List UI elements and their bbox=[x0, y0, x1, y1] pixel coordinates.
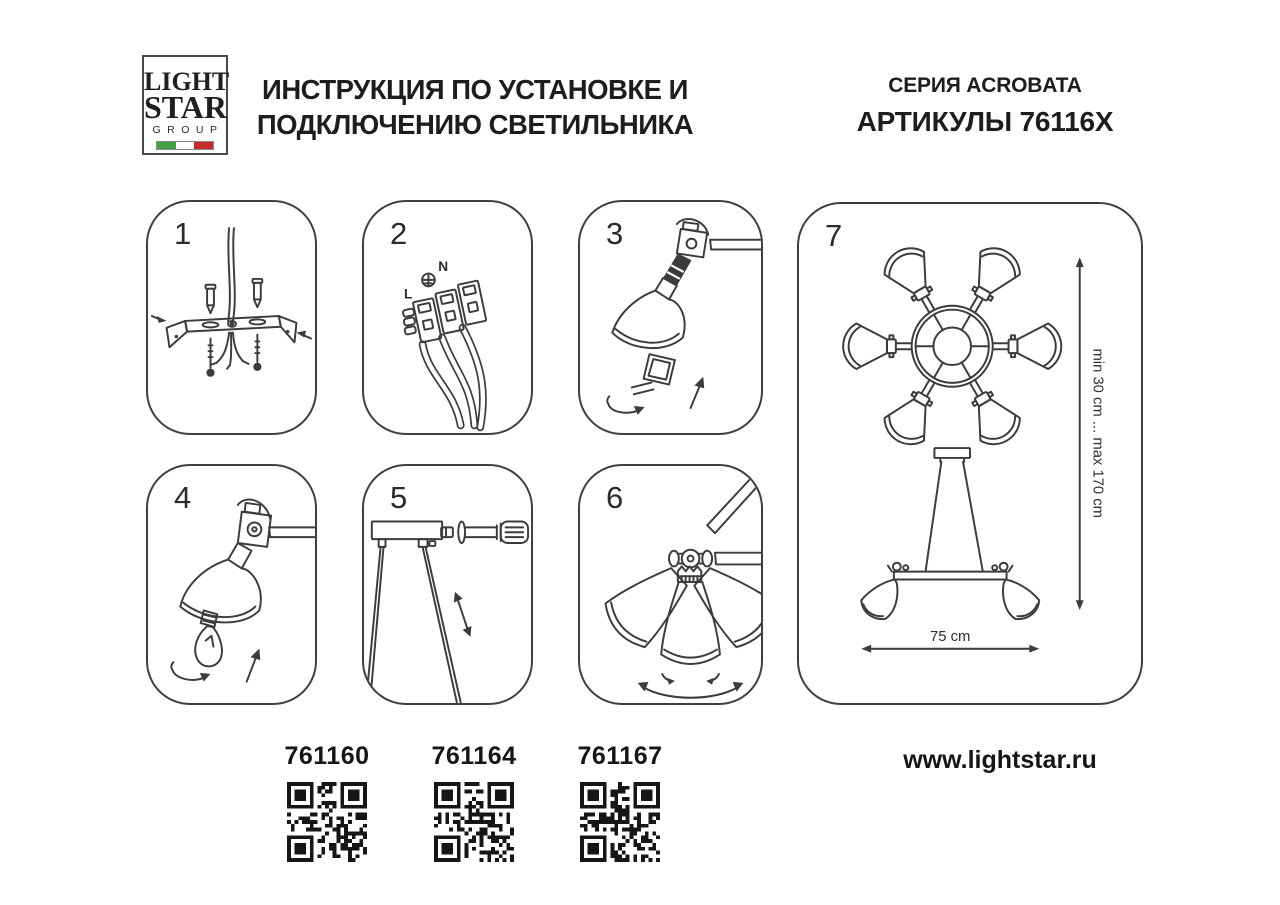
article-block-3 bbox=[555, 742, 685, 862]
step-number-2: 2 bbox=[390, 216, 408, 251]
step5-diagram-cable-adjust bbox=[364, 466, 531, 703]
article-block-1 bbox=[262, 742, 392, 862]
logo-word-group: GROUP bbox=[152, 124, 224, 136]
qr-code-icon bbox=[580, 782, 660, 862]
step-panel-6 bbox=[578, 464, 763, 705]
lightstar-logo bbox=[142, 55, 228, 155]
step-panel-2 bbox=[362, 200, 533, 435]
step4-diagram-bulb-install bbox=[148, 466, 315, 703]
step1-diagram-mounting-bracket bbox=[148, 202, 315, 433]
page-title bbox=[240, 72, 710, 142]
step3-diagram-shade-diffuser bbox=[580, 202, 761, 433]
step-number-5: 5 bbox=[390, 480, 408, 515]
step2-diagram-terminal-block bbox=[364, 202, 531, 433]
step-panel-4 bbox=[146, 464, 317, 705]
article-block-2 bbox=[409, 742, 539, 862]
step-number-1: 1 bbox=[174, 216, 192, 251]
step-number-6: 6 bbox=[606, 480, 624, 515]
step-number-7: 7 bbox=[825, 218, 843, 253]
website-url: www.lightstar.ru bbox=[903, 746, 1097, 774]
step-number-3: 3 bbox=[606, 216, 624, 251]
step6-diagram-shade-swivel bbox=[580, 466, 761, 703]
article-code: 761164 bbox=[431, 742, 517, 770]
label-neutral: N bbox=[438, 259, 449, 275]
chandelier-side-view bbox=[861, 448, 1039, 619]
width-label: 75 cm bbox=[930, 628, 971, 645]
step-panel-1 bbox=[146, 200, 317, 435]
step-panel-5 bbox=[362, 464, 533, 705]
height-range-label: min 30 cm ... max 170 cm bbox=[1089, 348, 1106, 519]
series-name: СЕРИЯ ACROBATA bbox=[888, 74, 1082, 97]
step7-diagram-dimensions bbox=[799, 204, 1141, 703]
qr-code-icon bbox=[287, 782, 367, 862]
logo-word-light: LIGHT bbox=[144, 67, 230, 96]
step-panel-3 bbox=[578, 200, 763, 435]
articles-title: АРТИКУЛЫ 76116X bbox=[856, 106, 1114, 137]
qr-code-icon bbox=[434, 782, 514, 862]
logo-word-star: STAR bbox=[144, 89, 227, 125]
dimensions-panel-7 bbox=[797, 202, 1143, 705]
chandelier-top-view bbox=[843, 240, 1061, 452]
title-line-2: ПОДКЛЮЧЕНИЮ СВЕТИЛЬНИКА bbox=[256, 109, 694, 140]
series-block bbox=[833, 74, 1137, 138]
article-code: 761160 bbox=[284, 742, 370, 770]
width-dimension bbox=[861, 629, 1039, 653]
italian-flag-icon bbox=[156, 141, 214, 150]
title-line-1: ИНСТРУКЦИЯ ПО УСТАНОВКЕ И bbox=[262, 74, 688, 105]
height-dimension bbox=[1076, 257, 1106, 610]
article-code: 761167 bbox=[577, 742, 663, 770]
step-number-4: 4 bbox=[174, 480, 192, 515]
label-live: L bbox=[404, 286, 413, 302]
